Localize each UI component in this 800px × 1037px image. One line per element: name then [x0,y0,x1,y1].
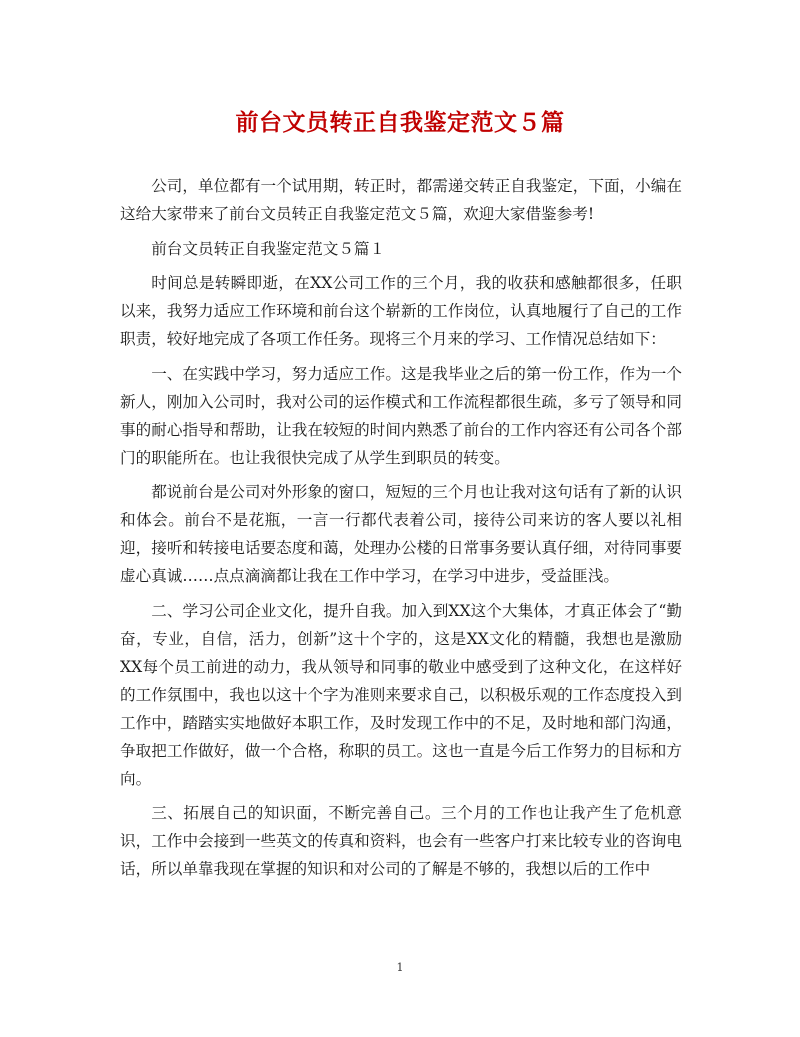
section-heading: 前台文员转正自我鉴定范文５篇１ [151,239,386,258]
paragraph-point-one: 一、在实践中学习，努力适应工作。这是我毕业之后的第一份工作，作为一个新人，刚加入公司时，我对公司的运作模式和工作流程都很生疏，多亏了领导和同事的耐心指导和帮助，让我在较短的时间内熟悉了前台的工作内容还有公司各个部门的职能所在。也让我很快完成了从学生到职员的转变。 [120,364,682,467]
paragraph-point-three: 三、拓展自己的知识面，不断完善自己。三个月的工作也让我产生了危机意识，工作中会接到一些英文的传真和资料，也会有一些客户打来比较专业的咨询电话，所以单靠我现在掌握的知识和对公司的了解是不够的，我想以后的工作中 [120,804,682,878]
paragraph-front-desk: 都说前台是公司对外形象的窗口，短短的三个月也让我对这句话有了新的认识和体会。前台不是花瓶，一言一行都代表着公司，接待公司来访的客人要以礼相迎，接听和转接电话要态度和蔼，处理办公楼的日常事务要认真仔细，对待同事要虚心真诚……点点滴滴都让我在工作中学习，在学习中进步，受益匪浅。 [120,483,682,585]
page-number: 1 [396,961,404,974]
document-body [120,172,682,890]
paragraph-point-two: 二、学习公司企业文化，提升自我。加入到XX这个大集体，才真正体会了“勤奋，专业，自信，活力，创新”这十个字的，这是XX文化的精髓，我想也是激励XX每个员工前进的动力，我从领导和同事的敬业中感受到了这种文化，在这样好的工作氛围中，我也以这十个字为准则来要求自己，以积极乐观的工作态度投入到工作中，踏踏实实地做好本职工作，及时发现工作中的不足，及时地和部门沟通，争取把工作做好，做一个合格，称职的员工。这也一直是今后工作努力的目标和方向。 [120,601,682,788]
page-title: 前台文员转正自我鉴定范文５篇 [235,109,565,136]
paragraph-summary: 时间总是转瞬即逝，在XX公司工作的三个月，我的收获和感触都很多，任职以来，我努力适应工作环境和前台这个崭新的工作岗位，认真地履行了自己的工作职责，较好地完成了各项工作任务。现将三个月来的学习、工作情况总结如下： [120,274,682,348]
paragraph-intro: 公司，单位都有一个试用期，转正时，都需递交转正自我鉴定，下面，小编在这给大家带来了前台文员转正自我鉴定范文５篇，欢迎大家借鉴参考! [120,177,682,223]
